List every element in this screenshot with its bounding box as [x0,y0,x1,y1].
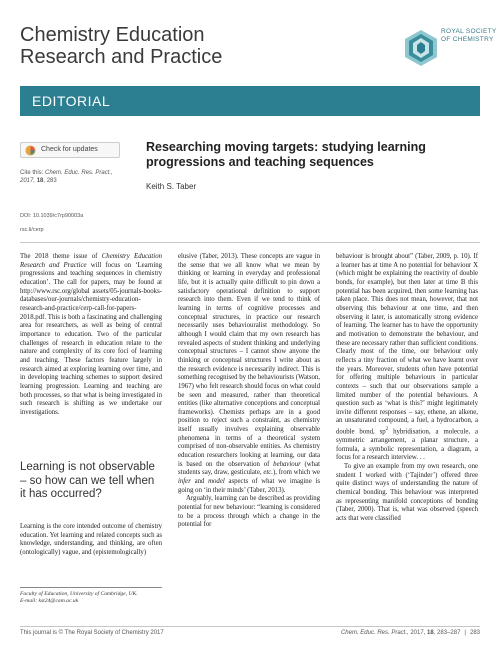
citation-block [20,169,130,185]
email-link[interactable]: E-mail: kst24@cam.ac.uk [20,598,79,604]
text-run: The 2018 theme issue of [20,253,102,260]
paragraph [178,253,320,495]
copyright-notice: This journal is © The Royal Society of Chemistry 2017 [20,630,164,636]
section-heading: Learning is not observable – so how can we tell when it has occurred? [20,461,155,500]
text-run: aspects of what we imagine is going on ‘in their minds’ (Taber, 2013). [178,478,320,494]
rsc-crest-icon [405,30,437,66]
cite-year: 2017, [20,178,37,184]
article-author: Keith S. Taber [146,182,197,191]
paragraph: Arguably, learning can be described as providing potential for new behaviour: “learning is considered to be a process through which a change in the potential for [178,495,320,529]
check-updates-icon [25,145,36,156]
text-run: elusive (Taber, 2013). These concepts are vague in the sense that we all know what we mean by thinking or learning in everyday and professional life, but it is actually quite difficult to pin down a satisfactory operational definition to support research into them. Even if we tend to think of learning in terms of cognitive processes and conceptual structures, in practice our research necessarily uses behaviouralist methodology. So although I would claim that my own research has revealed aspects of student thinking and underlying conceptual structures – I cannot show anyone the thinking or conceptual structures I write about as the research evidence is necessarily indirect. This is something recognised by the behaviourists (Watson, 1967) who felt research should focus on what could be seen and measured, rather than theoretical entities (like alternative conceptions and conceptual frameworks). Chemists perhaps are in a good position to reject such a constraint, as chemistry itself usually involves explaining observable phenomena in terms of a theoretical system comprised of non-observable entities. As chemistry education researchers looking at learning, our data is based on the observation of [178,253,320,468]
cite-journal: Chem. Educ. Res. Pract., [45,170,113,176]
text-run: hybridisation, a molecule, a symmetric arrangement, a planar structure, a formula, a symbolic representation, a diagram, a focus for a research interview. . . [336,428,478,462]
journal-title [20,24,350,68]
text-run: and [190,478,209,486]
superscript: 2 [385,427,389,433]
text-run: ), from which we [272,469,320,477]
text-run: infer [178,478,191,486]
rsc-logo [405,26,497,72]
check-updates-label: Check for updates [41,146,98,153]
text-run: etc. [263,469,273,477]
body-column-1 [20,253,162,417]
check-for-updates-button[interactable] [20,142,120,158]
section-banner [20,86,480,116]
journal-title-line1: Chemistry Education [20,24,205,46]
footer-citation [341,630,480,636]
paragraph: Learning is the core intended outcome of chemistry education. Yet learning and related concepts such as knowledge, understanding, and thinking, are often (ontologically) vague, and (epistemologically) [20,523,162,556]
text-run: will focus on ‘Learning progressions and teaching sequences in chemistry education’. The call for papers, may be found at http://www.rsc.org/global assets/05-journals-books-databases/our-journals/chemistry-education-research-and-practice/cerp-call-for-papers-2018.pdf. This is both a fascinating and challenging area for researchers, as well as being of central importance to education. Two of the particular challenges of research in education relate to the nature and complexity of its core foci of learning and teaching. These factors feature largely in research aimed at exploring learning over time, and in developing teaching schemes to support desired learning progression. Learning and teaching are both processes, so that what is being investigated in such research is shifting as we undertake our investigations. [20,261,163,416]
affiliation-divider [20,587,162,588]
page-number: 283 [469,630,480,636]
rsc-text-line2: OF CHEMISTRY [441,36,494,43]
text-run: behaviour is brought about” (Taber, 2009, p. 10). If a learner has at time A no potential for behaviour X (which might be explaining the reactivity of double bonds, for example), but then later at time B this potential has been acquired, then some learning has taken place. This does not mean, however, that not observing this behaviour at one time, and then observing it later, is automatically strong evidence of learning. The learner has to have the opportunity and motivation to demonstrate the behaviour, and these are necessary rather than sufficient conditions. Clearly most of the time, our behaviour only reflects a tiny fraction of what we have learnt over the years. Moreover, students often have potential for offering multiple behaviours in particular contexts – such that our observations sample a limited number of the potential behaviours. A question such as ‘what is this?’ might legitimately invite different responses – say, ethene, an alkene, an unsaturated compound, a fuel, a hydrocarbon, a double bond, sp [336,253,478,436]
doi-link[interactable]: DOI: 10.1039/c7rp90003a [20,213,84,219]
cite-volume: 18 [36,178,44,184]
cite-label: Cite this: [20,170,46,176]
text-run: behaviour [273,460,301,468]
text-run: (what students say, draw, gesticulate, [178,460,320,477]
footer-divider [20,626,480,627]
footer-separator: | [464,630,466,636]
paragraph [336,253,478,463]
text-run: model [208,478,225,486]
affiliation-line: Faculty of Education, University of Cambridge, UK. [20,591,138,597]
header-divider [20,242,480,243]
paragraph [20,253,162,417]
rsc-text-line1: ROYAL SOCIETY [441,28,497,35]
paragraph: To give an example from my own research, one student I worked with (‘Tajinder’) offered three quite distinct ways of understanding the nature of chemical bonding. This behaviour was interpreted as representing manifold conceptions of bonding (Taber, 2000). That is, what was observed (speech acts that were classified [336,463,478,522]
body-column-1-continued [20,523,162,558]
footer-pages: , 283–287 [433,630,461,636]
section-label: EDITORIAL [32,93,111,109]
body-column-3 [336,253,478,524]
journal-name: Chemistry Education Research and Practice [20,253,162,269]
footer-year: 2017, [408,630,428,636]
footer-journal: Chem. Educ. Res. Pract., [340,630,409,636]
journal-title-line2: Research and Practice [20,46,223,68]
article-title: Researching moving targets: studying learning progressions and teaching sequences [146,140,426,169]
body-column-2 [178,253,320,530]
cite-pages: , 283 [43,178,57,184]
journal-url-link[interactable]: rsc.li/cerp [20,227,44,233]
footer-volume: 18 [427,630,434,636]
author-affiliation [20,591,162,605]
